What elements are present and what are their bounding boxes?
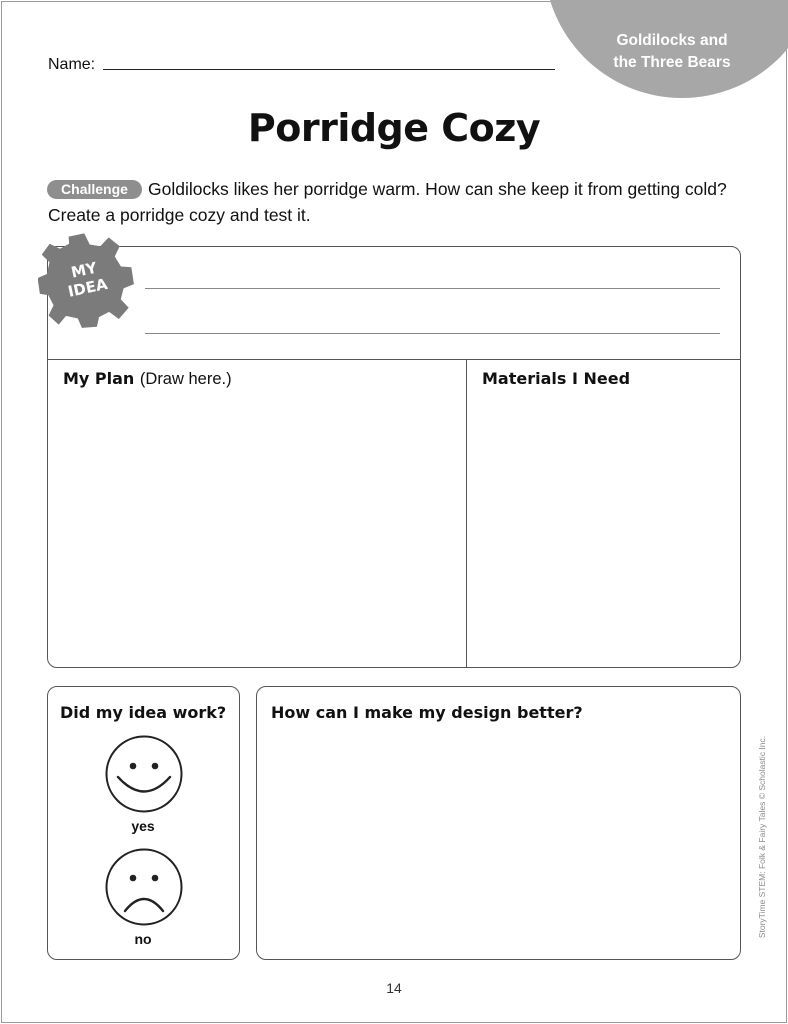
- my-idea-line1: MY: [69, 258, 99, 282]
- idea-divider: [47, 359, 741, 360]
- challenge-paragraph: [48, 176, 728, 228]
- story-tab-line2: the Three Bears: [613, 54, 731, 71]
- my-plan-subtitle: (Draw here.): [139, 370, 232, 388]
- improve-design-box[interactable]: [256, 686, 741, 960]
- story-tab-line1: Goldilocks and: [616, 32, 728, 49]
- plan-materials-divider: [466, 359, 467, 668]
- my-plan-heading: [63, 369, 232, 389]
- yes-label: yes: [131, 818, 155, 834]
- improve-heading: How can I make my design better?: [271, 703, 583, 722]
- idea-writing-line[interactable]: [145, 288, 720, 289]
- page-title: Porridge Cozy: [247, 106, 541, 150]
- idea-work-heading: Did my idea work?: [60, 703, 227, 722]
- no-label: no: [134, 931, 152, 947]
- idea-plan-box: [47, 246, 741, 668]
- sad-face-icon[interactable]: [104, 847, 184, 927]
- challenge-text: Goldilocks likes her porridge warm. How can she keep it from getting cold? Create a porridge cozy and test it.: [48, 179, 727, 225]
- challenge-badge: Challenge: [47, 180, 142, 199]
- name-label: Name:: [48, 56, 96, 73]
- my-plan-label: My Plan: [63, 369, 135, 388]
- idea-writing-line[interactable]: [145, 333, 720, 334]
- name-field-line[interactable]: [103, 69, 555, 70]
- copyright-credit: StoryTime STEM: Folk & Fairy Tales © Scholastic Inc.: [757, 735, 767, 939]
- story-tab-text: [582, 30, 762, 74]
- smiley-face-icon[interactable]: [104, 734, 184, 814]
- my-idea-gear-badge: [38, 232, 134, 328]
- materials-heading: Materials I Need: [482, 369, 631, 388]
- my-idea-line2: IDEA: [66, 274, 110, 301]
- page-number: 14: [386, 980, 402, 996]
